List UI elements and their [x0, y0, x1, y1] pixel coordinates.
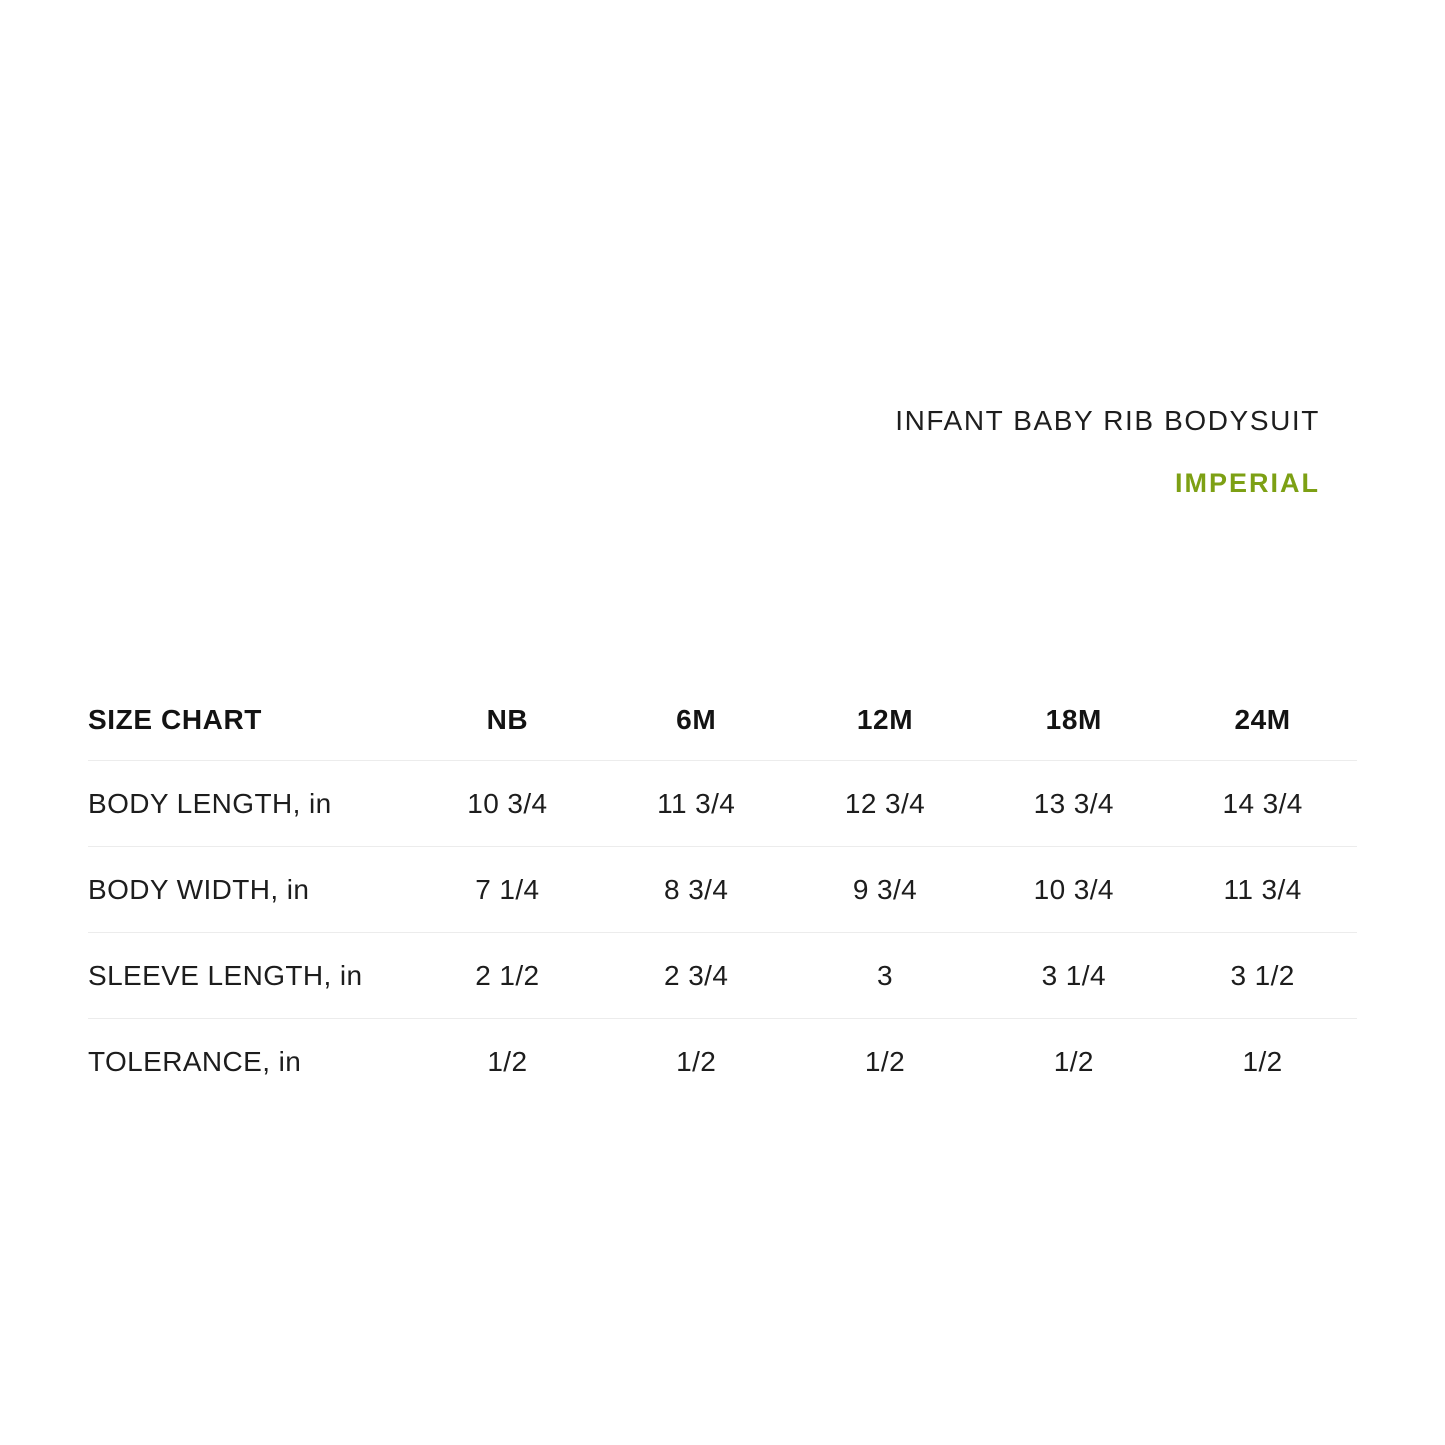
cell-sleeve-length-12m: 3 [877, 959, 893, 991]
cell-body-width-nb: 7 1/4 [475, 873, 540, 905]
table-row-body-width [88, 847, 1357, 933]
column-header-24m: 24M [1234, 704, 1291, 735]
cell-tolerance-6m: 1/2 [676, 1045, 717, 1077]
column-header-6m: 6M [676, 704, 717, 735]
cell-body-length-12m: 12 3/4 [844, 787, 926, 819]
cell-tolerance-24m: 1/2 [1242, 1045, 1283, 1077]
cell-sleeve-length-18m: 3 1/4 [1041, 959, 1106, 991]
table-row-body-length [88, 761, 1357, 847]
cell-body-width-18m: 10 3/4 [1033, 873, 1114, 905]
cell-body-length-nb: 10 3/4 [467, 787, 548, 819]
cell-body-width-6m: 8 3/4 [664, 873, 729, 905]
cell-sleeve-length-24m: 3 1/2 [1230, 959, 1295, 991]
row-label-body-width: BODY WIDTH, in [88, 873, 310, 905]
column-header-18m: 18M [1045, 704, 1102, 735]
cell-body-width-12m: 9 3/4 [852, 873, 918, 905]
units-label: IMPERIAL [1174, 468, 1320, 498]
table-header-row [88, 680, 1357, 761]
cell-body-length-18m: 13 3/4 [1033, 787, 1114, 819]
cell-body-length-6m: 11 3/4 [657, 787, 736, 819]
size-chart-heading: SIZE CHART [88, 704, 262, 735]
product-title: INFANT BABY RIB BODYSUIT [895, 405, 1320, 436]
cell-body-width-24m: 11 3/4 [1223, 873, 1302, 905]
row-label-tolerance: TOLERANCE, in [88, 1045, 302, 1077]
column-header-12m: 12M [856, 704, 914, 735]
size-chart-table [88, 680, 1357, 1104]
row-label-sleeve-length: SLEEVE LENGTH, in [88, 959, 363, 991]
title-block [895, 404, 1320, 500]
cell-body-length-24m: 14 3/4 [1222, 787, 1303, 819]
cell-sleeve-length-6m: 2 3/4 [664, 959, 729, 991]
cell-sleeve-length-nb: 2 1/2 [475, 959, 540, 991]
cell-tolerance-18m: 1/2 [1053, 1045, 1094, 1077]
column-header-nb: NB [486, 704, 529, 735]
row-label-body-length: BODY LENGTH, in [88, 787, 332, 819]
cell-tolerance-nb: 1/2 [487, 1045, 528, 1077]
cell-tolerance-12m: 1/2 [864, 1045, 906, 1077]
table-row-sleeve-length [88, 933, 1357, 1019]
table-row-tolerance [88, 1019, 1357, 1105]
